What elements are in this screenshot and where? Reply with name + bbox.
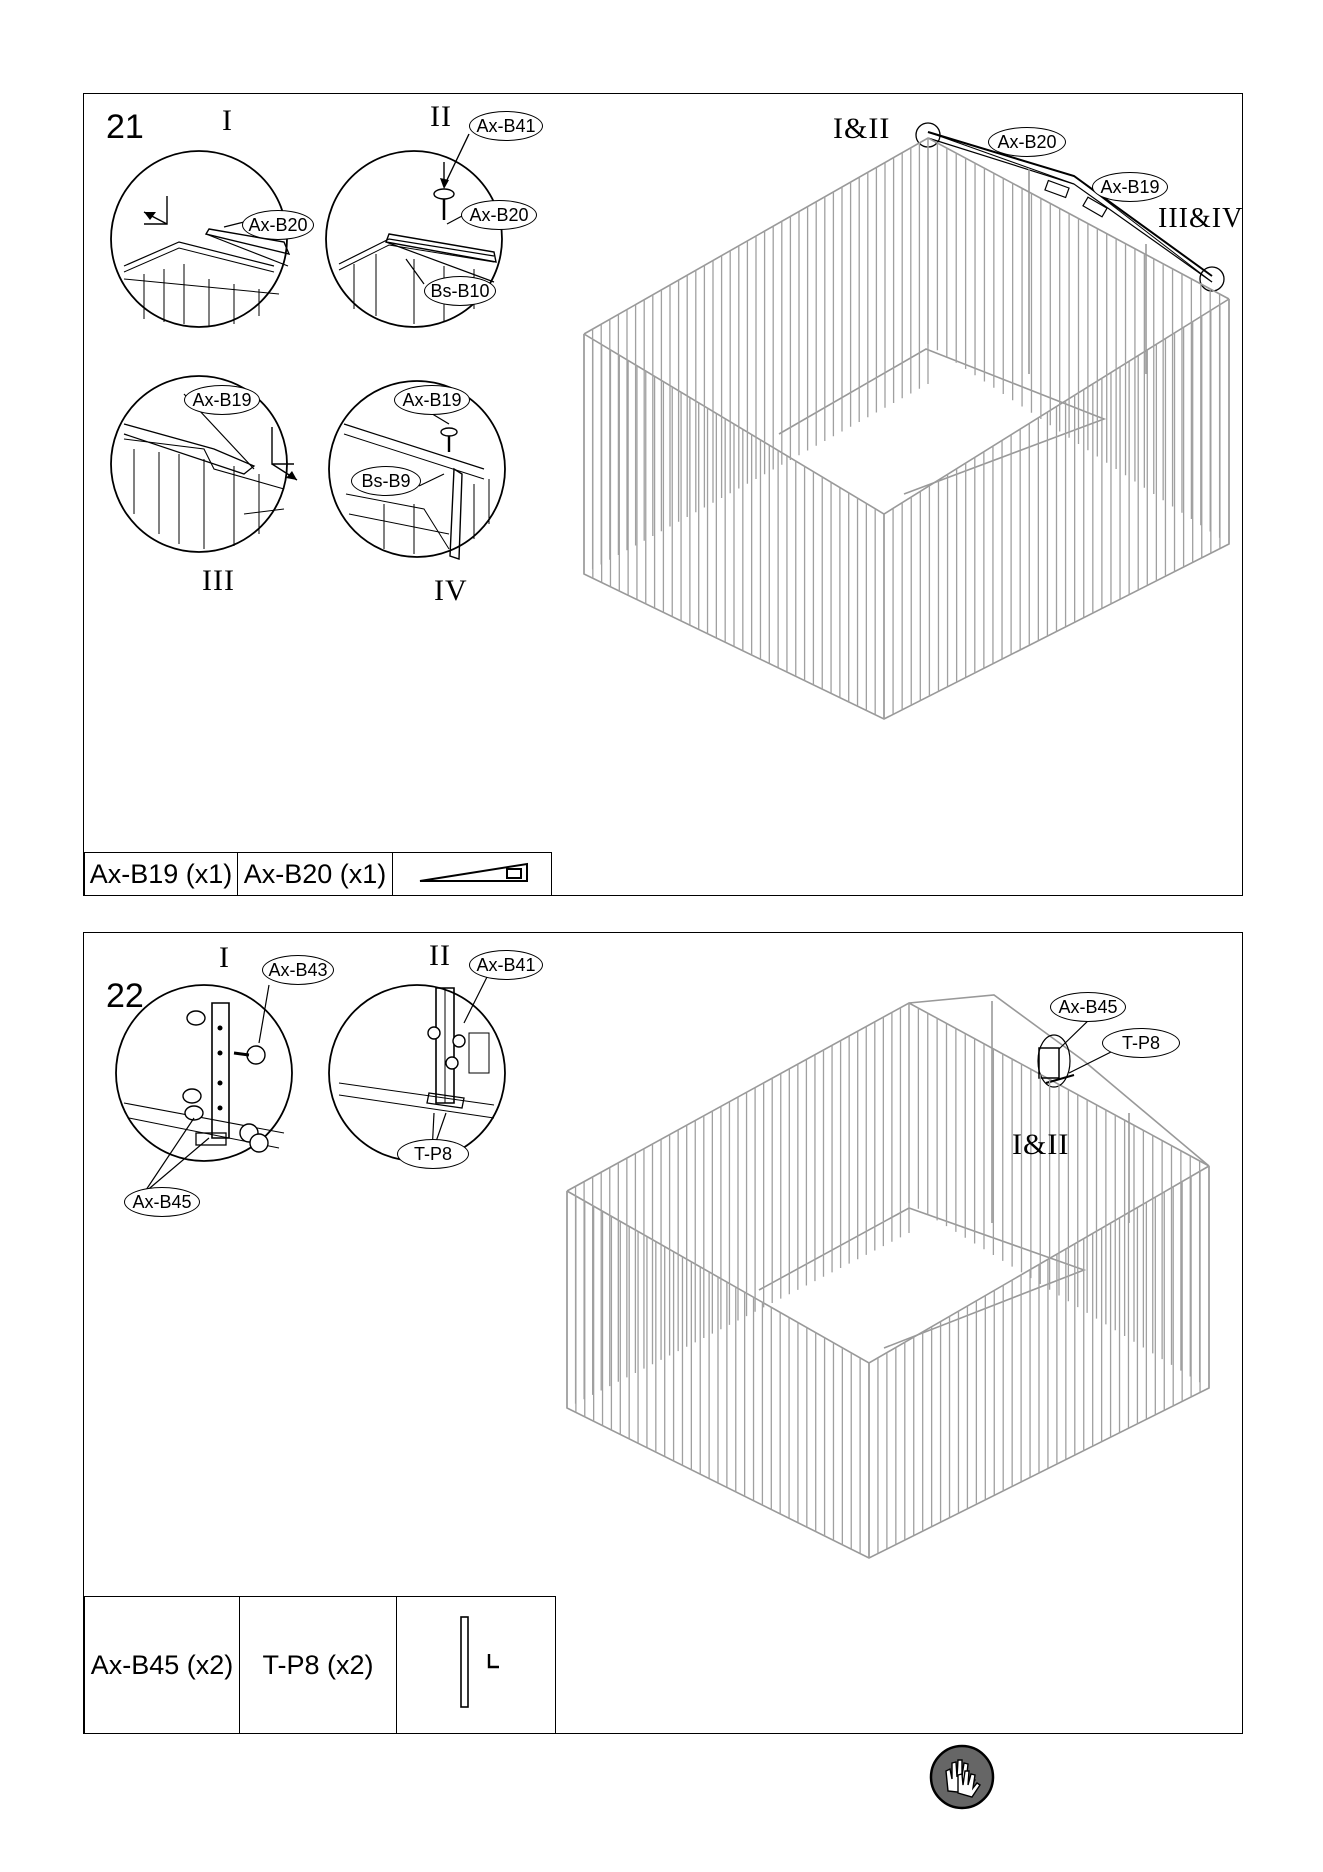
bracket-part-icon <box>441 1612 511 1712</box>
shed-label-i-ii: I&II <box>1012 1128 1070 1161</box>
callout-ax-b20: Ax-B20 <box>242 210 314 240</box>
callout-ax-b45: Ax-B45 <box>1050 992 1126 1022</box>
shed-label-i-ii: I&II <box>833 112 891 145</box>
part-ax-b19: Ax-B19 (x1) <box>85 853 238 896</box>
callout-ax-b45: Ax-B45 <box>124 1187 200 1217</box>
callout-ax-b19: Ax-B19 <box>1092 172 1168 202</box>
detail-label-iv: IV <box>434 574 468 607</box>
callout-bs-b10: Bs-B10 <box>424 276 496 306</box>
part-image-cell <box>393 853 552 896</box>
callout-t-p8: T-P8 <box>1102 1028 1180 1058</box>
parts-table <box>84 852 552 896</box>
shed-wall-ribs <box>567 1003 1209 1558</box>
part-t-p8: T-P8 (x2) <box>240 1597 397 1734</box>
callout-ax-b41: Ax-B41 <box>469 111 543 141</box>
callout-ax-b20: Ax-B20 <box>988 127 1066 157</box>
part-image-cell <box>397 1597 556 1734</box>
shed-illustration <box>84 94 1244 897</box>
detail-label-iii: III <box>202 564 235 597</box>
callout-ax-b43: Ax-B43 <box>262 955 334 985</box>
detail-label-ii: II <box>429 939 451 972</box>
gloves-icon <box>928 1743 996 1811</box>
step-22-panel <box>83 932 1243 1734</box>
callout-ax-b19: Ax-B19 <box>394 385 470 415</box>
detail-label-i: I <box>219 941 230 974</box>
part-ax-b20: Ax-B20 (x1) <box>238 853 393 896</box>
shed-label-iii-iv: III&IV <box>1158 203 1244 234</box>
step-number: 22 <box>106 977 144 1015</box>
step-21-panel <box>83 93 1243 896</box>
parts-table <box>84 1596 556 1734</box>
callout-ax-b41: Ax-B41 <box>469 950 543 980</box>
callout-ax-b19: Ax-B19 <box>184 385 260 415</box>
callout-bs-b9: Bs-B9 <box>351 466 421 496</box>
detail-label-ii: II <box>430 100 452 133</box>
step-number: 21 <box>106 108 144 146</box>
callout-ax-b20: Ax-B20 <box>461 200 537 230</box>
callout-t-p8: T-P8 <box>397 1139 469 1169</box>
part-ax-b45: Ax-B45 (x2) <box>85 1597 240 1734</box>
detail-label-i: I <box>222 104 233 137</box>
roof-beam-part-icon <box>412 856 532 886</box>
